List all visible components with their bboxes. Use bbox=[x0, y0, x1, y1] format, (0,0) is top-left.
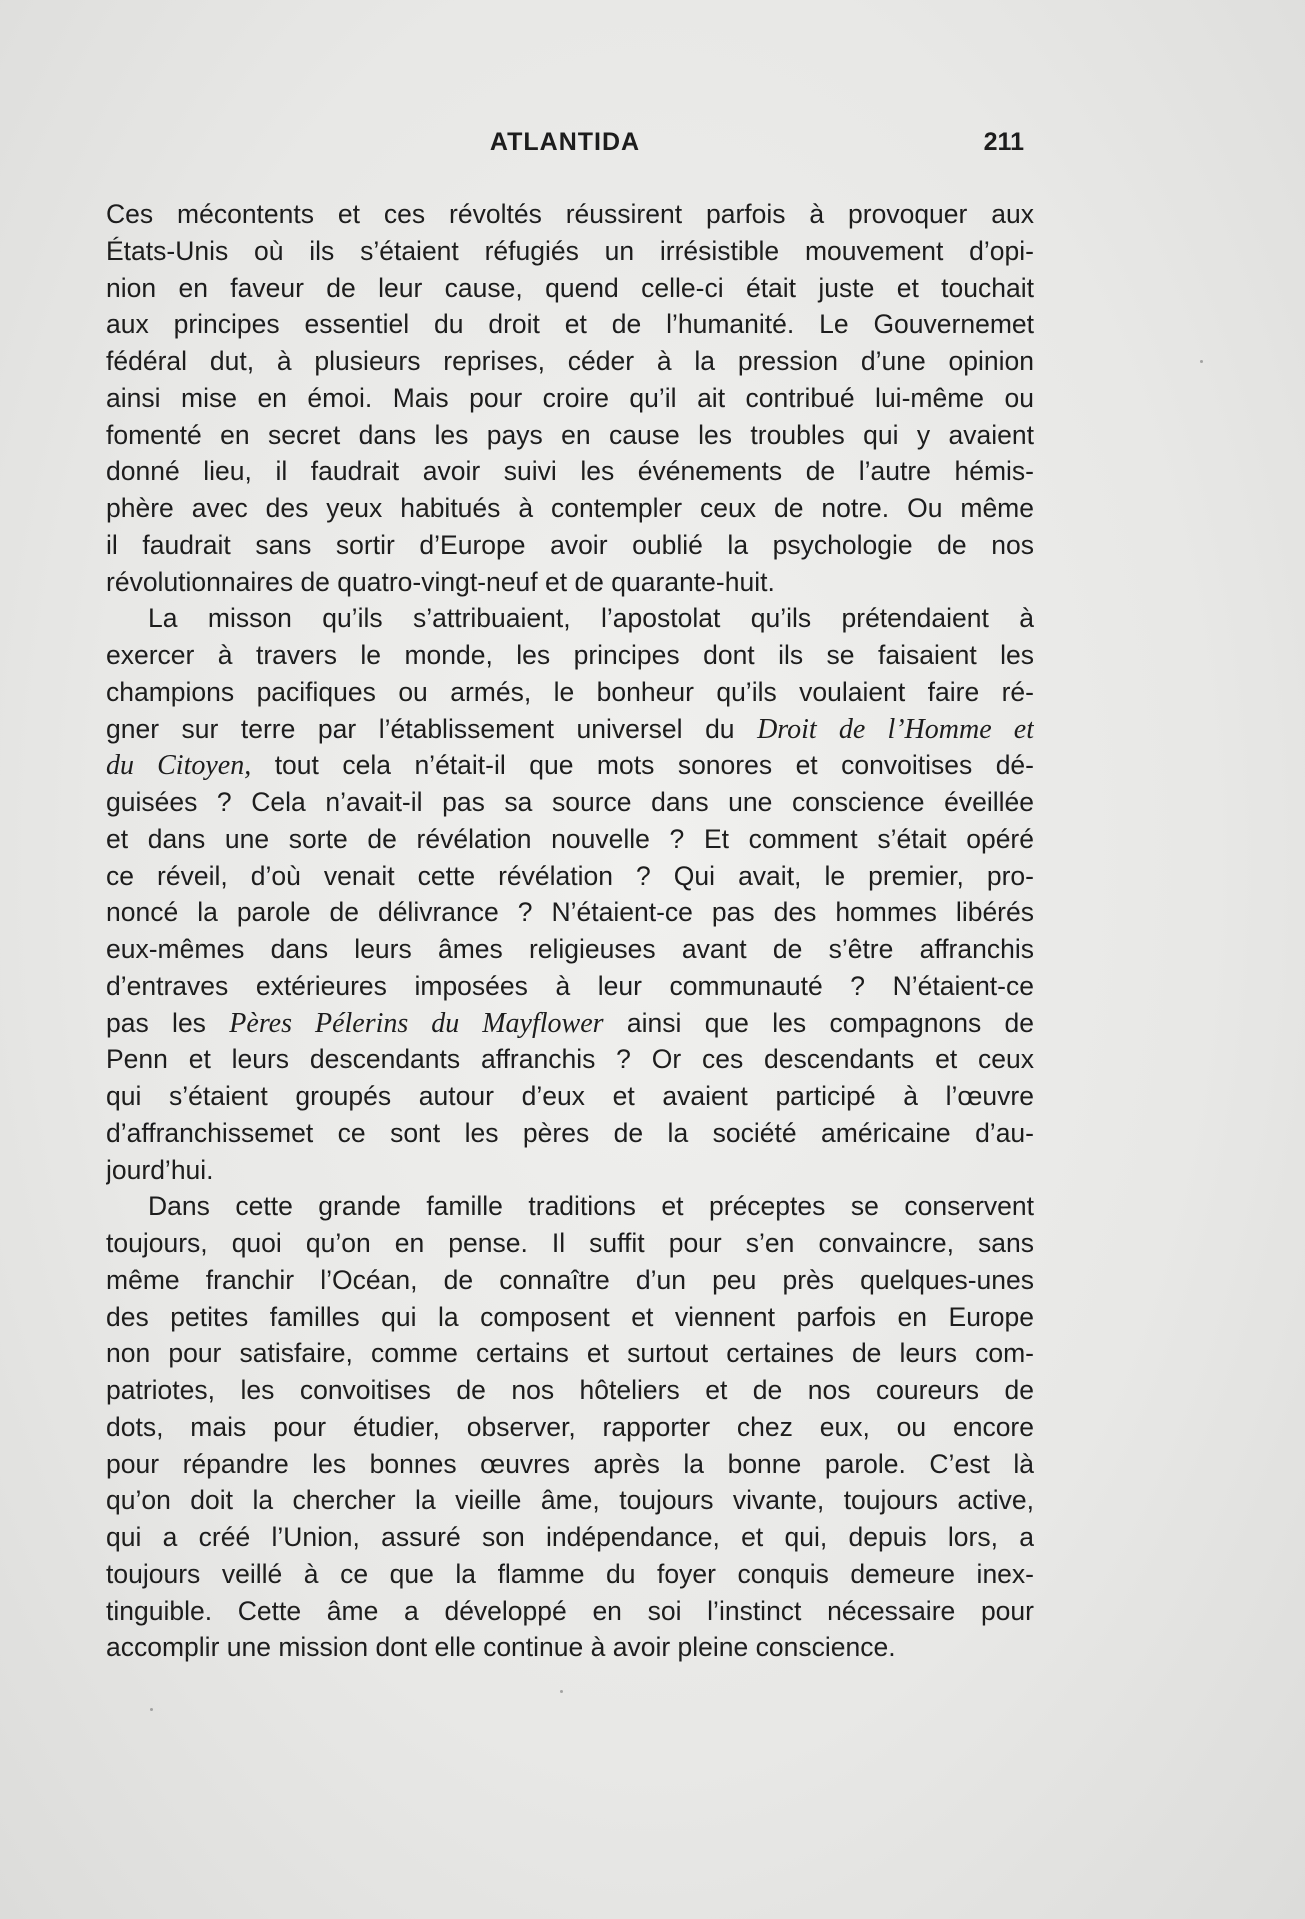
line-text: guisées ? Cela n’avait-il pas sa source dans une conscience éveillée bbox=[106, 787, 1034, 817]
text-line bbox=[106, 600, 1034, 637]
line-text: d’entraves extérieures imposées à leur communauté ? N’étaient-ce bbox=[106, 970, 1034, 1001]
line-text: fomenté en secret dans les pays en cause les troubles qui y avaient bbox=[106, 419, 1034, 450]
line-text: fédéral dut, à plusieurs reprises, céder à la pression d’une opinion bbox=[106, 346, 1034, 376]
text-line bbox=[106, 270, 1034, 307]
line-text: Ces mécontents et ces révoltés réussirent parfois à provoquer aux bbox=[106, 199, 1034, 229]
line-text: États-Unis où ils s’étaient réfugiés un irrésistible mouvement d’opi- bbox=[106, 235, 1034, 266]
text-line bbox=[106, 453, 1034, 490]
line-text: noncé la parole de délivrance ? N’étaient-ce pas des hommes libérés bbox=[106, 897, 1034, 928]
text-line bbox=[106, 637, 1034, 674]
text-line bbox=[106, 1482, 1034, 1519]
text-line bbox=[106, 1629, 1034, 1666]
text-line bbox=[106, 1409, 1034, 1446]
text-line bbox=[106, 1556, 1034, 1593]
line-text: gner sur terre par l’établissement universel du bbox=[106, 713, 735, 744]
line-text: qui a créé l’Union, assuré son indépendance, et qui, depuis lors, a bbox=[106, 1522, 1034, 1552]
text-line bbox=[106, 306, 1034, 343]
text-line bbox=[106, 1225, 1034, 1262]
text-line bbox=[106, 747, 1034, 784]
line-text: toujours, quoi qu’on en pense. Il suffit pour s’en convaincre, sans bbox=[106, 1228, 1034, 1258]
text-line bbox=[106, 784, 1034, 821]
italic-title: du Citoyen, bbox=[106, 750, 252, 782]
line-text: tinguible. Cette âme a développé en soi l’instinct nécessaire pour bbox=[106, 1595, 1034, 1626]
text-line bbox=[106, 1519, 1034, 1556]
line-text: donné lieu, il faudrait avoir suivi les événements de l’autre hémis- bbox=[106, 456, 1034, 487]
line-text: il faudrait sans sortir d’Europe avoir oublié la psychologie de nos bbox=[106, 529, 1034, 560]
line-text: révolutionnaires de quatro-vingt-neuf et de quarante-huit. bbox=[106, 566, 775, 597]
text-line bbox=[106, 858, 1034, 895]
text-line bbox=[106, 527, 1034, 564]
text-line bbox=[106, 1188, 1034, 1225]
line-text: pas les bbox=[106, 1007, 206, 1038]
line-text: phère avec des yeux habitués à contempler ceux de notre. Ou même bbox=[106, 493, 1034, 523]
text-line bbox=[106, 968, 1034, 1005]
line-text: La misson qu’ils s’attribuaient, l’apostolat qu’ils prétendaient à bbox=[148, 603, 1034, 634]
text-line bbox=[106, 233, 1034, 270]
line-text: eux-mêmes dans leurs âmes religieuses avant de s’être affranchis bbox=[106, 934, 1034, 964]
text-line bbox=[106, 1005, 1034, 1042]
page-number: 211 bbox=[983, 128, 1024, 156]
line-text: champions pacifiques ou armés, le bonheur qu’ils voulaient faire ré- bbox=[106, 676, 1034, 707]
line-text: accomplir une mission dont elle continue à avoir pleine conscience. bbox=[106, 1632, 896, 1663]
paper-speck bbox=[1200, 360, 1203, 363]
line-text: Penn et leurs descendants affranchis ? Or ces descendants et ceux bbox=[106, 1044, 1034, 1075]
line-text: aux principes essentiel du droit et de l’humanité. Le Gouvernemet bbox=[106, 309, 1034, 340]
line-text: patriotes, les convoitises de nos hôteliers et de nos coureurs de bbox=[106, 1375, 1034, 1405]
line-text: tout cela n’était-il que mots sonores et convoitises dé- bbox=[274, 750, 1034, 781]
line-text: ainsi mise en émoi. Mais pour croire qu’il ait contribué lui-même ou bbox=[106, 382, 1034, 413]
line-text: même franchir l’Océan, de connaître d’un peu près quelques-unes bbox=[106, 1264, 1034, 1295]
line-text: et dans une sorte de révélation nouvelle ? Et comment s’était opéré bbox=[106, 823, 1034, 854]
body-text bbox=[106, 196, 1034, 1666]
text-line bbox=[106, 417, 1034, 454]
page-header bbox=[106, 128, 1024, 162]
line-text: dots, mais pour étudier, observer, rapporter chez eux, ou encore bbox=[106, 1411, 1034, 1442]
line-text: ainsi que les compagnons de bbox=[626, 1007, 1034, 1038]
line-text: exercer à travers le monde, les principes dont ils se faisaient les bbox=[106, 640, 1034, 670]
text-line bbox=[106, 1372, 1034, 1409]
line-text: Dans cette grande famille traditions et préceptes se conservent bbox=[148, 1191, 1034, 1222]
line-text: des petites familles qui la composent et viennent parfois en Europe bbox=[106, 1301, 1034, 1332]
running-title: ATLANTIDA bbox=[489, 128, 641, 156]
text-line bbox=[106, 674, 1034, 711]
line-text: qu’on doit la chercher la vieille âme, toujours vivante, toujours active, bbox=[106, 1485, 1034, 1516]
text-line bbox=[106, 1152, 1034, 1189]
italic-title: Pères Pélerins du Mayflower bbox=[229, 1007, 604, 1039]
text-line bbox=[106, 711, 1034, 748]
text-line bbox=[106, 490, 1034, 527]
text-line bbox=[106, 1262, 1034, 1299]
line-text: nion en faveur de leur cause, quend celle-ci était juste et touchait bbox=[106, 272, 1034, 303]
paper-speck bbox=[150, 1708, 153, 1711]
text-line bbox=[106, 894, 1034, 931]
line-text: toujours veillé à ce que la flamme du foyer conquis demeure inex- bbox=[106, 1558, 1034, 1589]
text-line bbox=[106, 1299, 1034, 1336]
text-line bbox=[106, 931, 1034, 968]
text-line bbox=[106, 1446, 1034, 1483]
paper-speck bbox=[560, 1690, 563, 1693]
line-text: qui s’étaient groupés autour d’eux et avaient participé à l’œuvre bbox=[106, 1081, 1034, 1111]
text-line bbox=[106, 1078, 1034, 1115]
text-line bbox=[106, 380, 1034, 417]
text-line bbox=[106, 343, 1034, 380]
line-text: jourd’hui. bbox=[106, 1154, 214, 1185]
text-line bbox=[106, 1593, 1034, 1630]
text-line bbox=[106, 564, 1034, 601]
italic-title: Droit de l’Homme et bbox=[757, 713, 1034, 745]
text-line bbox=[106, 1041, 1034, 1078]
text-line bbox=[106, 1115, 1034, 1152]
line-text: ce réveil, d’où venait cette révélation ? Qui avait, le premier, pro- bbox=[106, 860, 1034, 891]
line-text: non pour satisfaire, comme certains et surtout certaines de leurs com- bbox=[106, 1338, 1034, 1369]
line-text: pour répandre les bonnes œuvres après la bonne parole. C’est là bbox=[106, 1448, 1034, 1479]
text-line bbox=[106, 821, 1034, 858]
line-text: d’affranchissemet ce sont les pères de la société américaine d’au- bbox=[106, 1117, 1034, 1148]
text-line bbox=[106, 1335, 1034, 1372]
text-line bbox=[106, 196, 1034, 233]
